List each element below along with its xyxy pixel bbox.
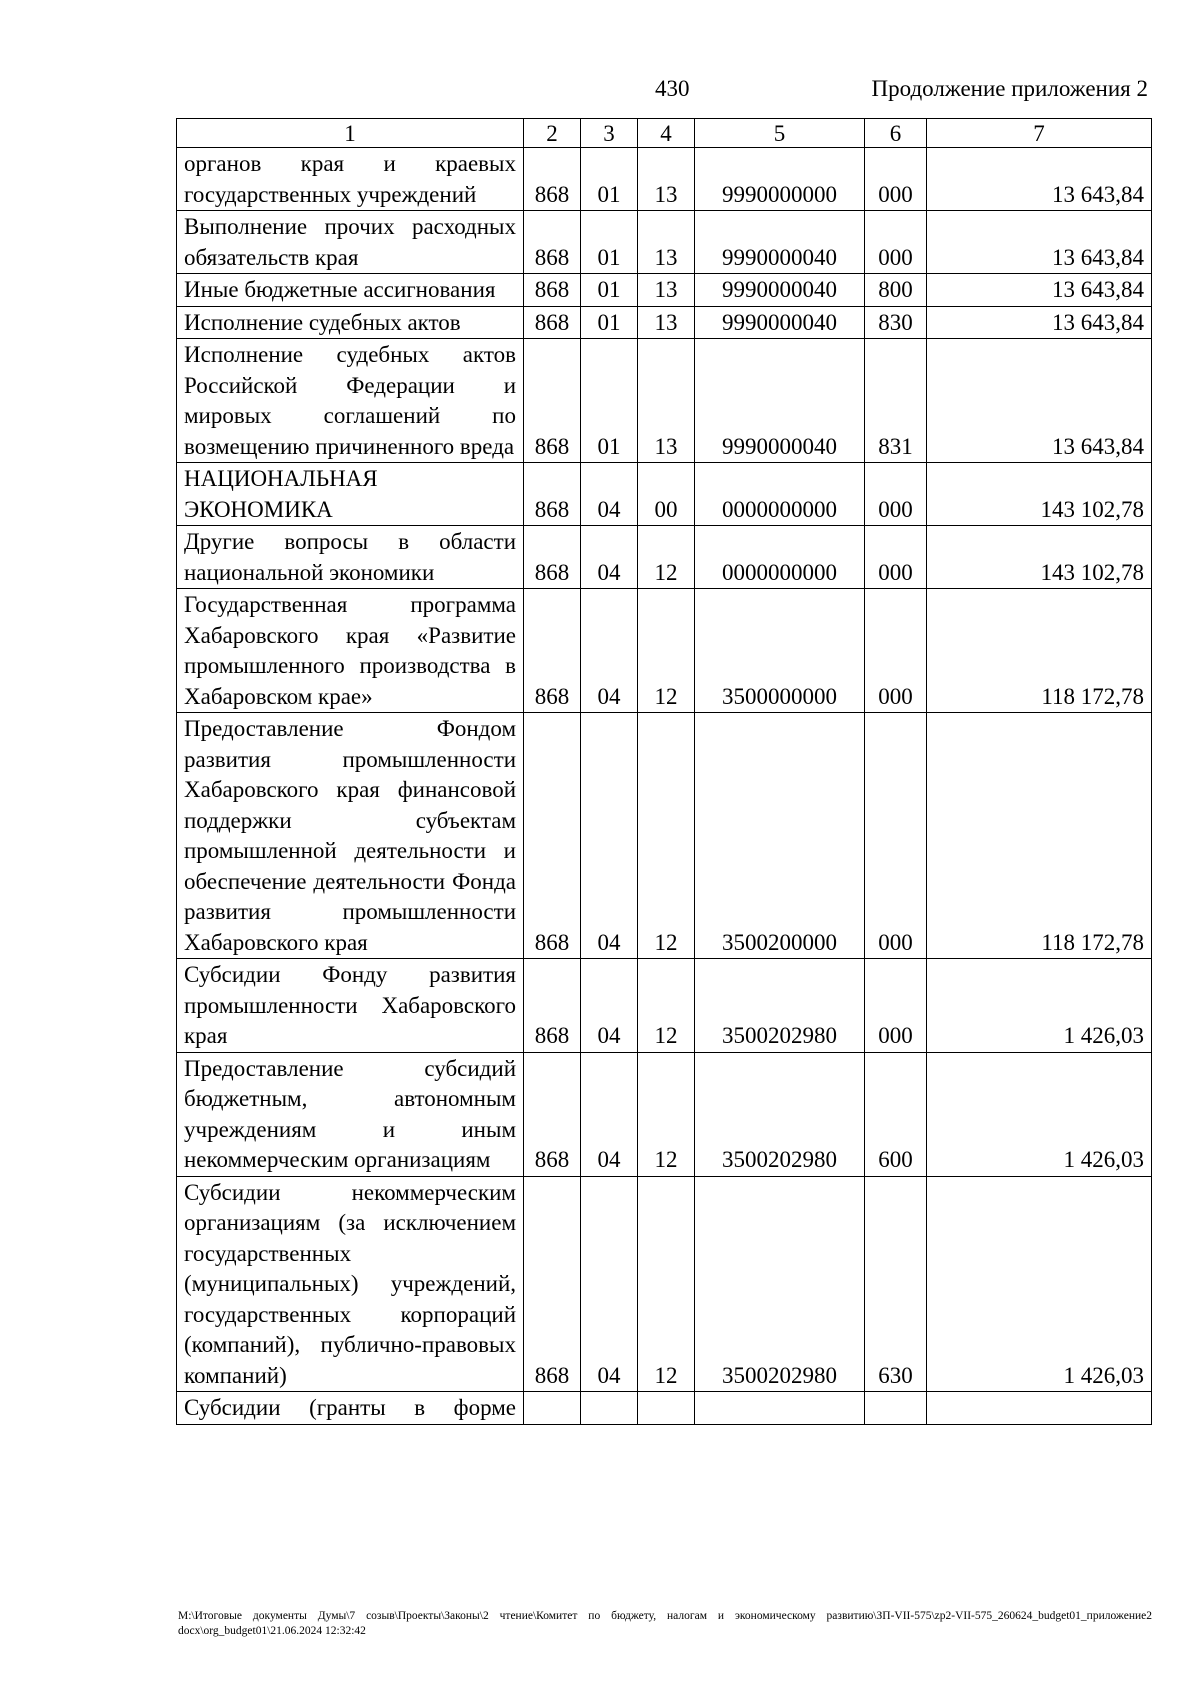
code-cell: 000 <box>865 148 927 211</box>
row-name-cell: Исполнение судебных актов <box>177 306 524 339</box>
code-cell: 01 <box>581 148 638 211</box>
code-cell: 800 <box>865 274 927 307</box>
code-cell: 04 <box>581 463 638 526</box>
code-cell: 868 <box>524 148 581 211</box>
code-cell: 868 <box>524 306 581 339</box>
column-header: 6 <box>865 119 927 148</box>
column-header: 5 <box>695 119 865 148</box>
column-header: 3 <box>581 119 638 148</box>
code-cell: 3500202980 <box>695 959 865 1053</box>
code-cell: 830 <box>865 306 927 339</box>
code-cell: 9990000040 <box>695 306 865 339</box>
code-cell: 868 <box>524 959 581 1053</box>
empty-cell <box>695 1392 865 1425</box>
code-cell: 12 <box>638 959 695 1053</box>
column-header: 4 <box>638 119 695 148</box>
row-name-cell: Государственная программа Хабаровского края «Развитие промышленного производства в Хабаровском крае» <box>177 589 524 713</box>
code-cell: 13 <box>638 339 695 463</box>
amount-cell: 1 426,03 <box>927 959 1152 1053</box>
table-row <box>177 463 1152 526</box>
code-cell: 04 <box>581 1052 638 1176</box>
row-name-cell: Субсидии Фонду развития промышленности Хабаровского края <box>177 959 524 1053</box>
table-row <box>177 306 1152 339</box>
code-cell: 868 <box>524 1052 581 1176</box>
code-cell: 630 <box>865 1176 927 1392</box>
amount-cell: 13 643,84 <box>927 339 1152 463</box>
code-cell: 9990000040 <box>695 274 865 307</box>
row-name-cell: органов края и краевых государственных учреждений <box>177 148 524 211</box>
empty-cell <box>927 1392 1152 1425</box>
code-cell: 3500202980 <box>695 1176 865 1392</box>
table-row-partial <box>177 1392 1152 1425</box>
code-cell: 000 <box>865 959 927 1053</box>
table-row <box>177 959 1152 1053</box>
code-cell: 13 <box>638 148 695 211</box>
column-header: 7 <box>927 119 1152 148</box>
code-cell: 12 <box>638 526 695 589</box>
empty-cell <box>581 1392 638 1425</box>
empty-cell <box>865 1392 927 1425</box>
code-cell: 9990000040 <box>695 211 865 274</box>
file-path-footer: М:\Итоговые документы Думы\7 созыв\Проекты\Законы\2 чтение\Комитет по бюджету, налогам и экономическому развитию\ЗП-VII-575\zp2-VII-575_260624_budget01_приложение2 docx\org_budget01\21.06.2024 12:32:42 <box>178 1610 1152 1637</box>
code-cell: 868 <box>524 526 581 589</box>
code-cell: 3500000000 <box>695 589 865 713</box>
column-header: 1 <box>177 119 524 148</box>
code-cell: 000 <box>865 713 927 959</box>
code-cell: 000 <box>865 211 927 274</box>
code-cell: 3500202980 <box>695 1052 865 1176</box>
code-cell: 04 <box>581 959 638 1053</box>
empty-cell <box>638 1392 695 1425</box>
code-cell: 868 <box>524 1176 581 1392</box>
continuation-label: Продолжение приложения 2 <box>871 76 1148 101</box>
code-cell: 13 <box>638 211 695 274</box>
code-cell: 12 <box>638 1176 695 1392</box>
table-row <box>177 148 1152 211</box>
row-name-cell: Выполнение прочих расходных обязательств края <box>177 211 524 274</box>
code-cell: 3500200000 <box>695 713 865 959</box>
code-cell: 868 <box>524 713 581 959</box>
amount-cell: 1 426,03 <box>927 1176 1152 1392</box>
row-name-cell: Предоставление Фондом развития промышленности Хабаровского края финансовой поддержки субъектам промышленной деятельности и обеспечение деятельности Фонда развития промышленности Хабаровского края <box>177 713 524 959</box>
code-cell: 9990000000 <box>695 148 865 211</box>
code-cell: 12 <box>638 1052 695 1176</box>
code-cell: 000 <box>865 589 927 713</box>
code-cell: 04 <box>581 1176 638 1392</box>
column-header: 2 <box>524 119 581 148</box>
code-cell: 000 <box>865 463 927 526</box>
row-name-cell: НАЦИОНАЛЬНАЯ ЭКОНОМИКА <box>177 463 524 526</box>
row-name-cell: Предоставление субсидий бюджетным, автономным учреждениям и иным некоммерческим организациям <box>177 1052 524 1176</box>
code-cell: 0000000000 <box>695 526 865 589</box>
code-cell: 01 <box>581 306 638 339</box>
row-name-cell: Субсидии некоммерческим организациям (за исключением государственных (муниципальных) учреждений, государственных корпораций (компаний), публично-правовых компаний) <box>177 1176 524 1392</box>
table-row <box>177 526 1152 589</box>
code-cell: 01 <box>581 211 638 274</box>
amount-cell: 13 643,84 <box>927 211 1152 274</box>
amount-cell: 13 643,84 <box>927 306 1152 339</box>
row-name-cell: Иные бюджетные ассигнования <box>177 274 524 307</box>
row-name-cell: Исполнение судебных актов Российской Федерации и мировых соглашений по возмещению причиненного вреда <box>177 339 524 463</box>
table-row <box>177 339 1152 463</box>
code-cell: 868 <box>524 589 581 713</box>
code-cell: 0000000000 <box>695 463 865 526</box>
code-cell: 868 <box>524 274 581 307</box>
amount-cell: 143 102,78 <box>927 463 1152 526</box>
code-cell: 01 <box>581 274 638 307</box>
amount-cell: 13 643,84 <box>927 274 1152 307</box>
code-cell: 868 <box>524 211 581 274</box>
table-row <box>177 589 1152 713</box>
code-cell: 9990000040 <box>695 339 865 463</box>
code-cell: 04 <box>581 713 638 959</box>
amount-cell: 13 643,84 <box>927 148 1152 211</box>
code-cell: 13 <box>638 274 695 307</box>
empty-cell <box>524 1392 581 1425</box>
code-cell: 12 <box>638 713 695 959</box>
code-cell: 600 <box>865 1052 927 1176</box>
code-cell: 01 <box>581 339 638 463</box>
table-row <box>177 713 1152 959</box>
code-cell: 831 <box>865 339 927 463</box>
code-cell: 04 <box>581 526 638 589</box>
code-cell: 868 <box>524 339 581 463</box>
budget-table <box>176 118 1152 1425</box>
code-cell: 13 <box>638 306 695 339</box>
table-row <box>177 1052 1152 1176</box>
code-cell: 00 <box>638 463 695 526</box>
amount-cell: 143 102,78 <box>927 526 1152 589</box>
code-cell: 868 <box>524 463 581 526</box>
code-cell: 12 <box>638 589 695 713</box>
table-row <box>177 1176 1152 1392</box>
amount-cell: 118 172,78 <box>927 713 1152 959</box>
code-cell: 04 <box>581 589 638 713</box>
code-cell: 000 <box>865 526 927 589</box>
row-name-cell: Другие вопросы в области национальной экономики <box>177 526 524 589</box>
table-row <box>177 211 1152 274</box>
table-row <box>177 274 1152 307</box>
row-name-cell: Субсидии (гранты в форме <box>177 1392 524 1425</box>
header-row <box>177 119 1152 148</box>
page-number: 430 <box>655 76 690 101</box>
amount-cell: 1 426,03 <box>927 1052 1152 1176</box>
amount-cell: 118 172,78 <box>927 589 1152 713</box>
